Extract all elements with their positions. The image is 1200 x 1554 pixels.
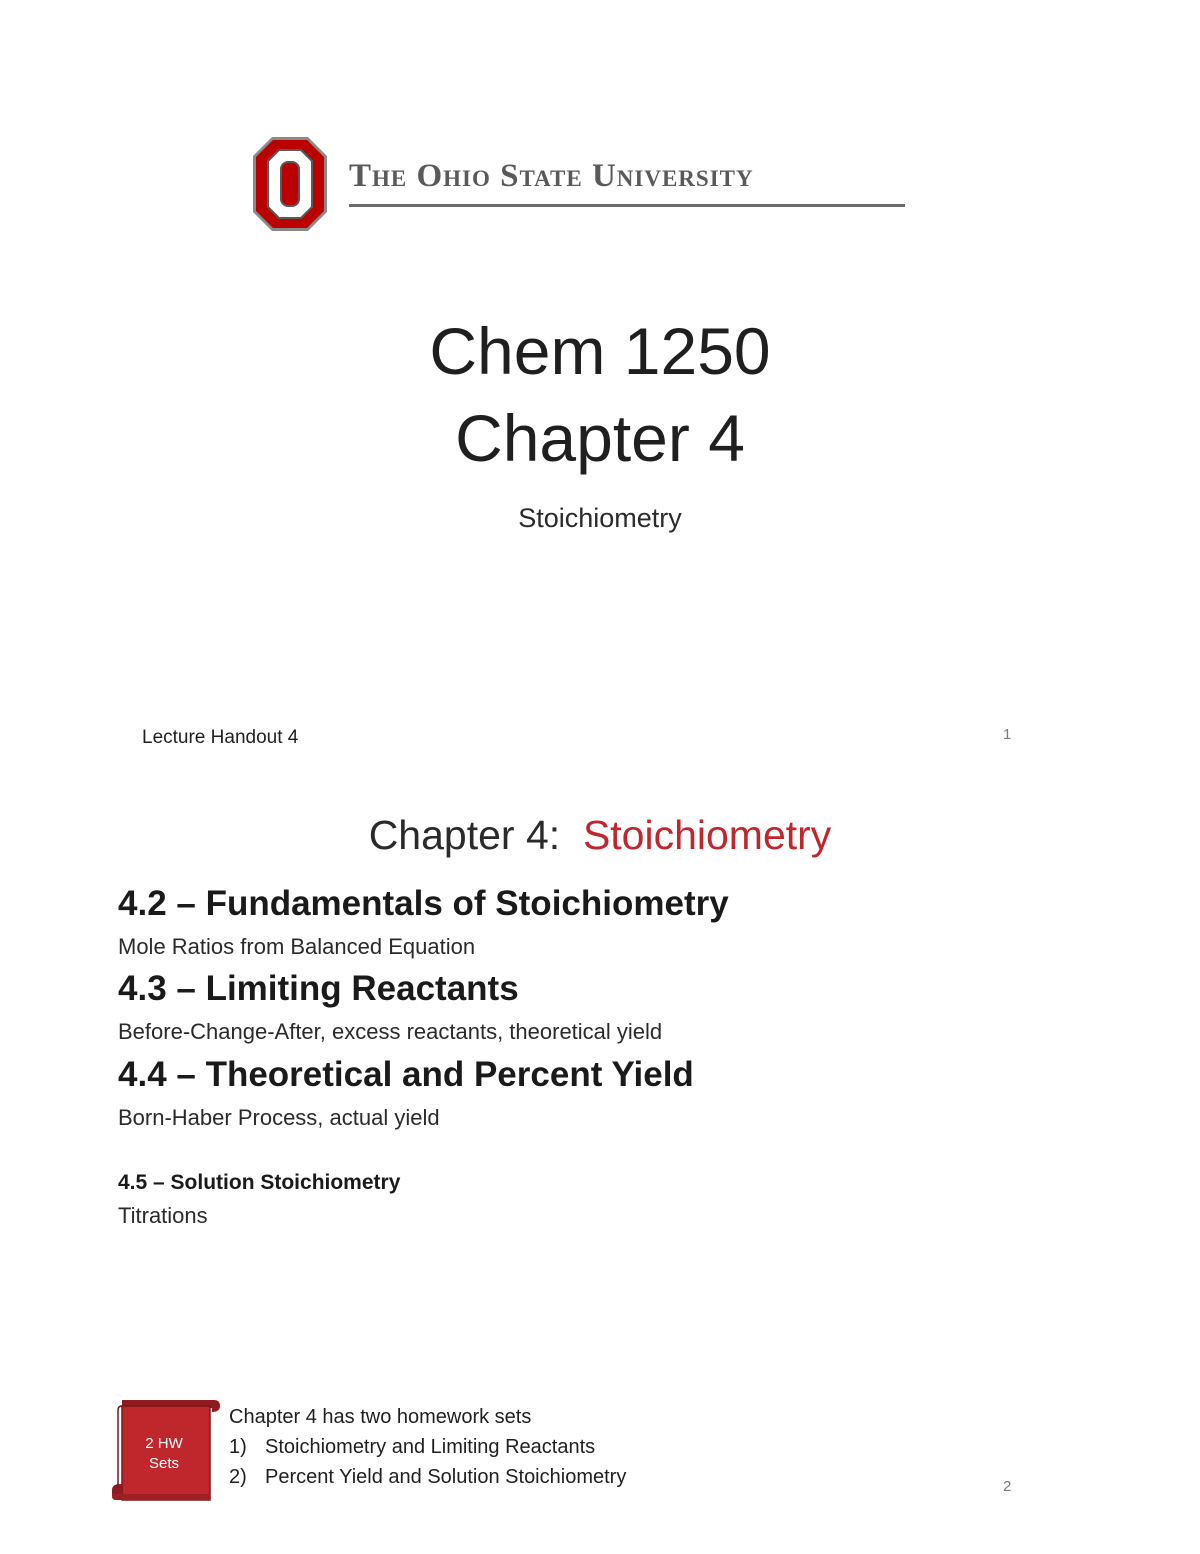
hw-item xyxy=(229,1462,626,1492)
hw-item-text: Percent Yield and Solution Stoichiometry xyxy=(265,1466,627,1488)
page-number-2: 2 xyxy=(1003,1478,1012,1495)
hw-item-text: Stoichiometry and Limiting Reactants xyxy=(265,1436,596,1458)
chapter-heading-prefix: Chapter 4: xyxy=(368,812,561,858)
university-logo xyxy=(252,136,907,234)
course-title: Chem 1250 xyxy=(429,314,771,388)
hw-list xyxy=(229,1432,626,1492)
chapter-heading-accent: Stoichiometry xyxy=(582,812,832,858)
slide1-subtitle: Stoichiometry xyxy=(518,503,682,533)
university-wordmark: The Ohio State University xyxy=(349,158,754,194)
homework-note xyxy=(229,1402,626,1492)
section-desc-4-5: Titrations xyxy=(118,1203,208,1228)
section-desc-4-2: Mole Ratios from Balanced Equation xyxy=(118,934,476,959)
handout-label: Lecture Handout 4 xyxy=(142,727,299,748)
hw-intro: Chapter 4 has two homework sets xyxy=(229,1406,532,1428)
section-title-4-4: 4.4 – Theoretical and Percent Yield xyxy=(118,1055,694,1094)
homework-scroll-badge xyxy=(108,1396,222,1506)
chapter-title: Chapter 4 xyxy=(455,401,745,475)
hw-item xyxy=(229,1432,626,1462)
hw-item-number: 1) xyxy=(229,1436,247,1458)
section-desc-4-4: Born-Haber Process, actual yield xyxy=(118,1105,440,1130)
page-number-1: 1 xyxy=(1003,726,1012,743)
section-title-4-5: 4.5 – Solution Stoichiometry xyxy=(118,1171,401,1194)
hw-badge-line2: Sets xyxy=(148,1455,179,1472)
section-desc-4-3: Before-Change-After, excess reactants, theoretical yield xyxy=(118,1019,663,1044)
hw-badge-line1: 2 HW xyxy=(145,1435,183,1452)
hw-badge-label xyxy=(124,1434,204,1474)
chapter-heading xyxy=(0,812,1200,859)
hw-item-number: 2) xyxy=(229,1466,247,1488)
section-title-4-2: 4.2 – Fundamentals of Stoichiometry xyxy=(118,884,729,923)
logo-rule xyxy=(349,204,905,207)
section-title-4-3: 4.3 – Limiting Reactants xyxy=(118,969,519,1008)
block-o-logo-icon xyxy=(252,136,328,232)
